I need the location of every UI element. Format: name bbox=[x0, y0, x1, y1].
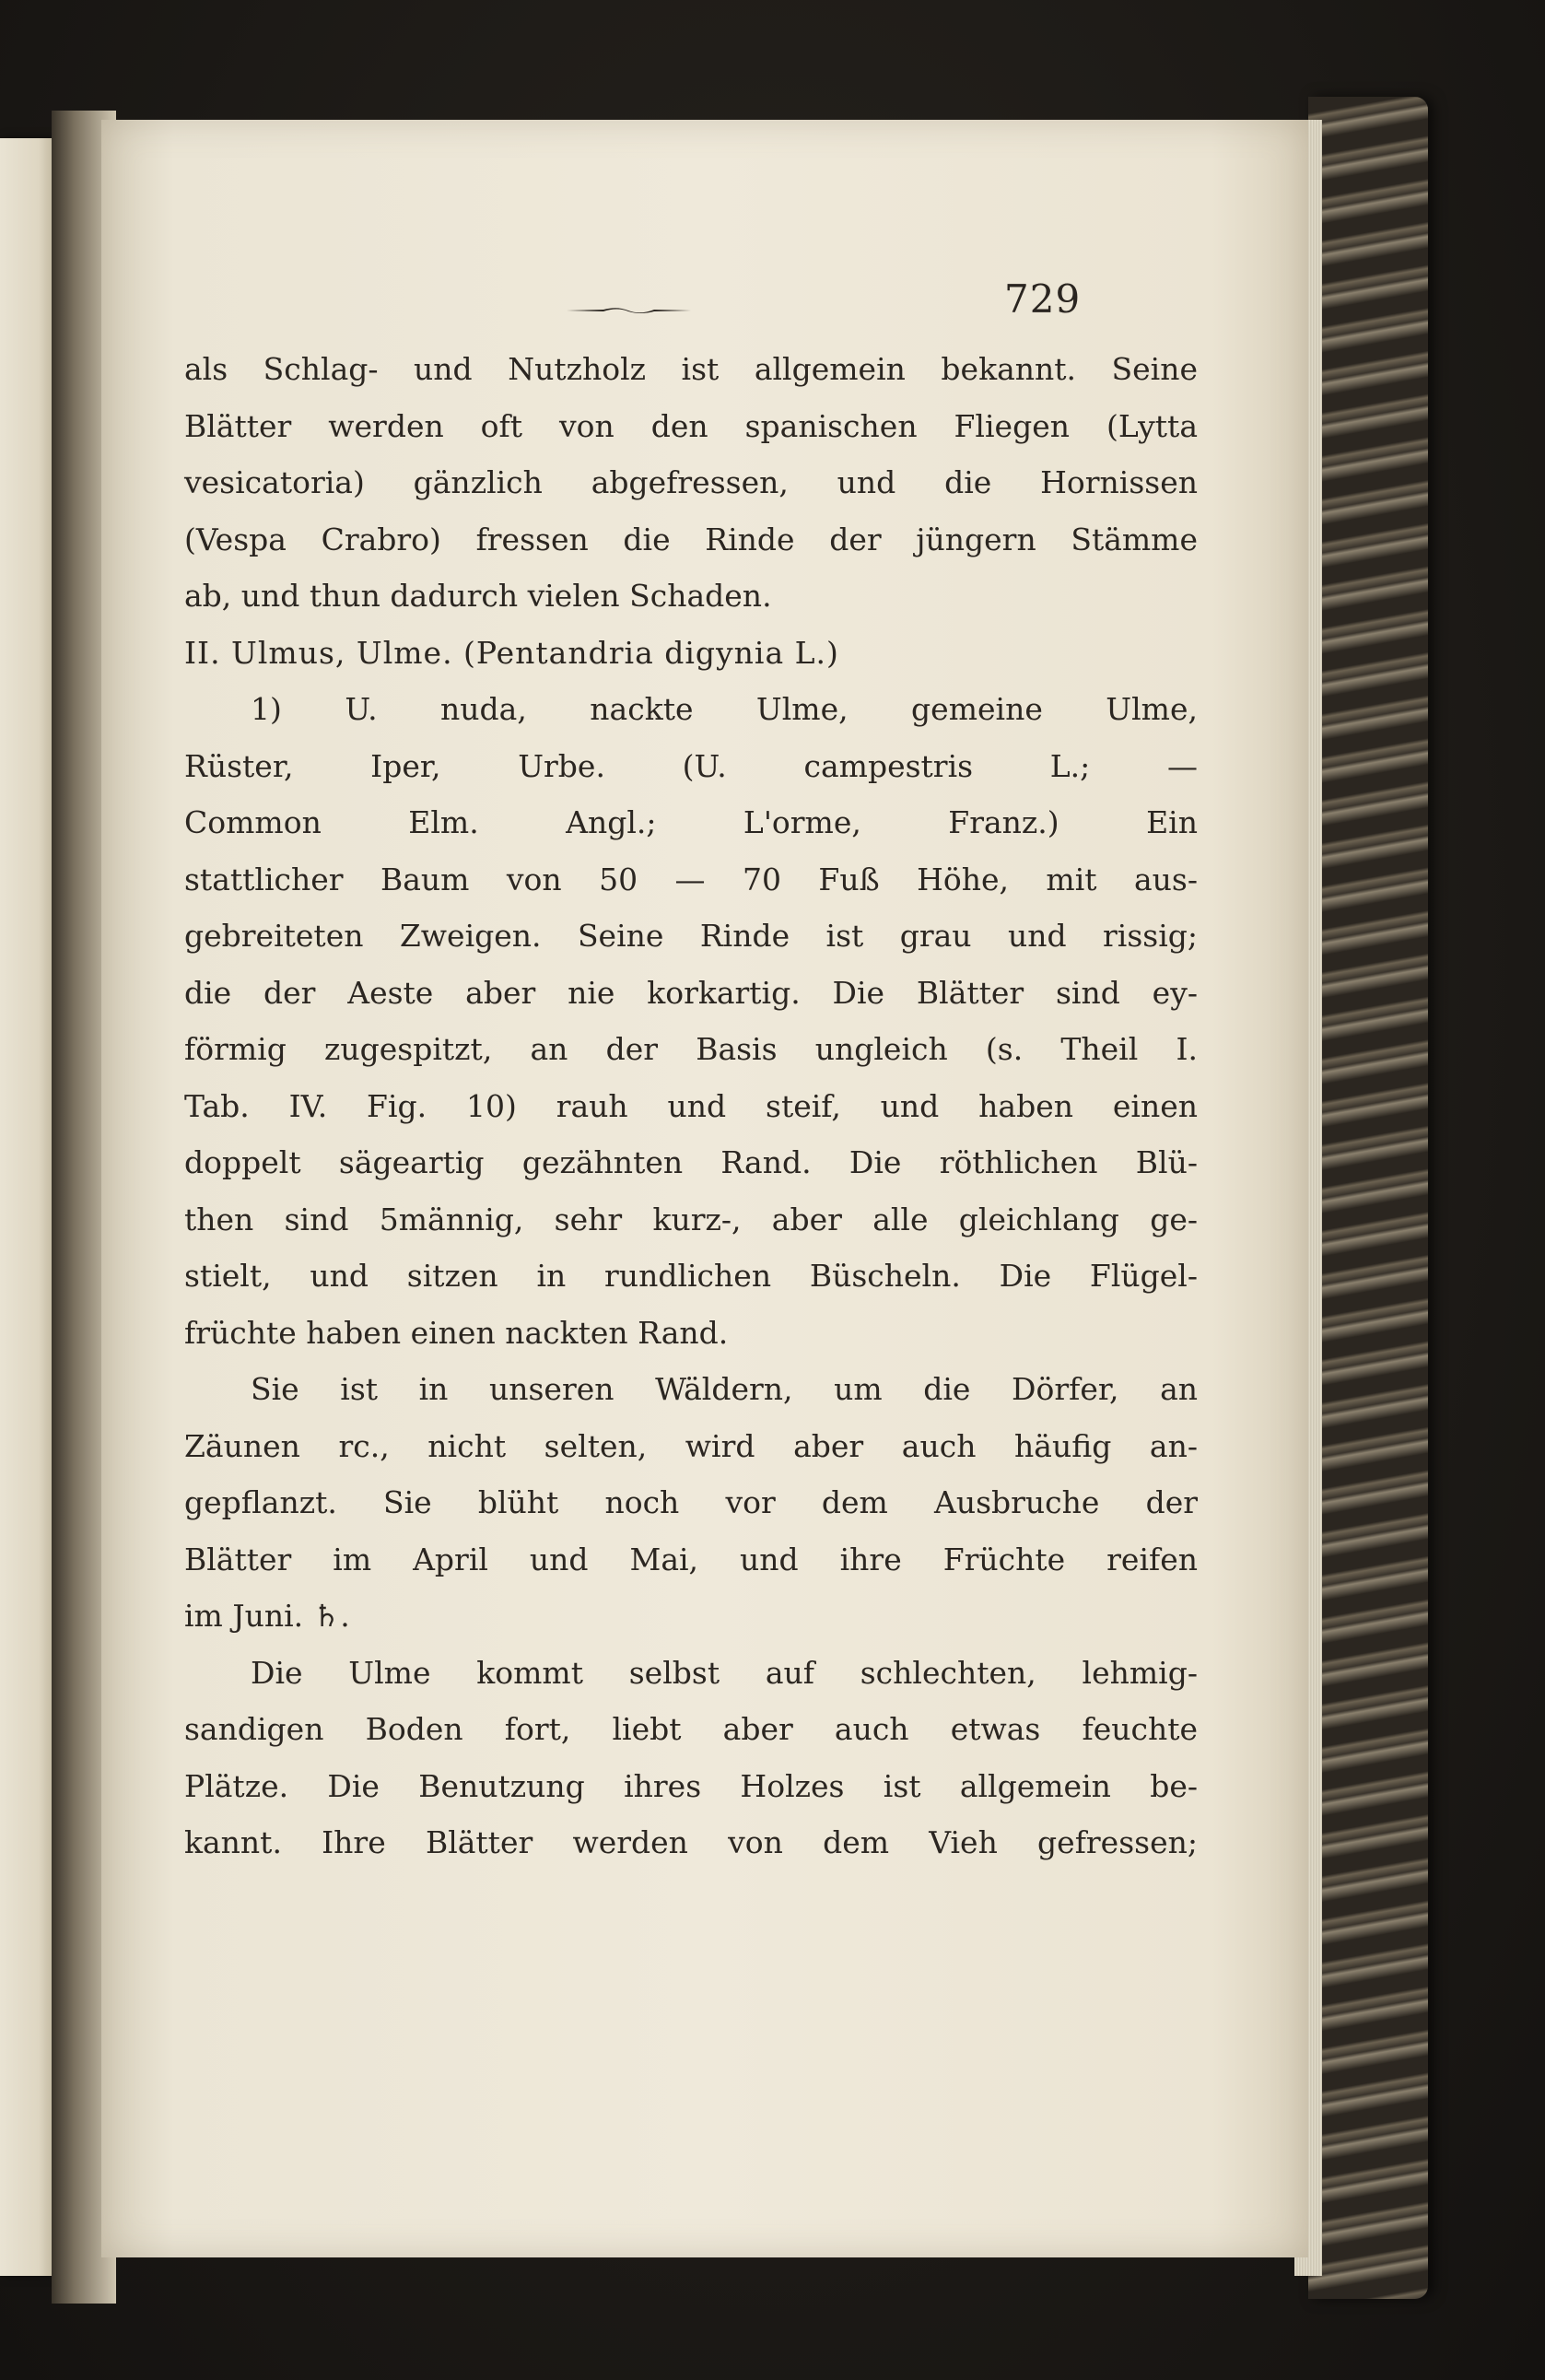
book-cover-edge bbox=[1308, 97, 1428, 2299]
text-line: früchte haben einen nackten Rand. bbox=[184, 1314, 729, 1351]
text-line: Common Elm. Angl.; L'orme, Franz.) Ein bbox=[184, 804, 1198, 840]
text-line: Zäunen rc., nicht selten, wird aber auch häufig an- bbox=[184, 1427, 1198, 1464]
text-line: Sie ist in unseren Wäldern, um die Dörfer, an bbox=[251, 1371, 1198, 1407]
page-number: 729 bbox=[1004, 276, 1082, 322]
text-line: stattlicher Baum von 50 — 70 Fuß Höhe, mit aus- bbox=[184, 861, 1198, 897]
text-line: die der Aeste aber nie korkartig. Die Blätter sind ey- bbox=[184, 974, 1198, 1011]
text-line: Blätter werden oft von den spanischen Fliegen (Lytta bbox=[184, 407, 1198, 444]
text-line: Die Ulme kommt selbst auf schlechten, lehmig- bbox=[251, 1654, 1198, 1691]
text-line: Plätze. Die Benutzung ihres Holzes ist allgemein be- bbox=[184, 1767, 1198, 1804]
body-text bbox=[184, 341, 1198, 1871]
text-line: doppelt sägeartig gezähnten Rand. Die röthlichen Blü- bbox=[184, 1144, 1198, 1180]
text-line: stielt, und sitzen in rundlichen Büscheln. Die Flügel- bbox=[184, 1258, 1198, 1294]
text-line: gepflanzt. Sie blüht noch vor dem Ausbruche der bbox=[184, 1484, 1198, 1520]
section-heading: II. Ulmus, Ulme. (Pentandria digynia L.) bbox=[184, 634, 839, 671]
text-line: vesicatoria) gänzlich abgefressen, und die Hornissen bbox=[184, 464, 1198, 500]
text-line: kannt. Ihre Blätter werden von dem Vieh gefressen; bbox=[184, 1824, 1198, 1860]
species-heading: 1) U. nuda, nackte Ulme, gemeine Ulme, bbox=[251, 691, 1198, 727]
text-line: sandigen Boden fort, liebt aber auch etwas feuchte bbox=[184, 1711, 1198, 1747]
page-header bbox=[101, 258, 1308, 341]
text-line: (Vespa Crabro) fressen die Rinde der jüngern Stämme bbox=[184, 521, 1198, 557]
text-line: Blätter im April und Mai, und ihre Früchte reifen bbox=[184, 1541, 1198, 1577]
previous-page-edge bbox=[0, 138, 55, 2276]
text-line: als Schlag- und Nutzholz ist allgemein bekannt. Seine bbox=[184, 351, 1198, 387]
book-page bbox=[101, 120, 1308, 2257]
text-line: förmig zugespitzt, an der Basis ungleich (s. Theil I. bbox=[184, 1031, 1198, 1067]
text-line: then sind 5männig, sehr kurz-, aber alle gleichlang ge- bbox=[184, 1201, 1198, 1237]
header-ornament bbox=[567, 306, 691, 315]
text-line: Rüster, Iper, Urbe. (U. campestris L.; — bbox=[184, 747, 1198, 784]
text-line: im Juni. ♄. bbox=[184, 1598, 350, 1634]
text-line: ab, und thun dadurch vielen Schaden. bbox=[184, 578, 772, 614]
text-line: gebreiteten Zweigen. Seine Rinde ist grau und rissig; bbox=[184, 918, 1198, 954]
text-line: Tab. IV. Fig. 10) rauh und steif, und haben einen bbox=[184, 1087, 1198, 1124]
